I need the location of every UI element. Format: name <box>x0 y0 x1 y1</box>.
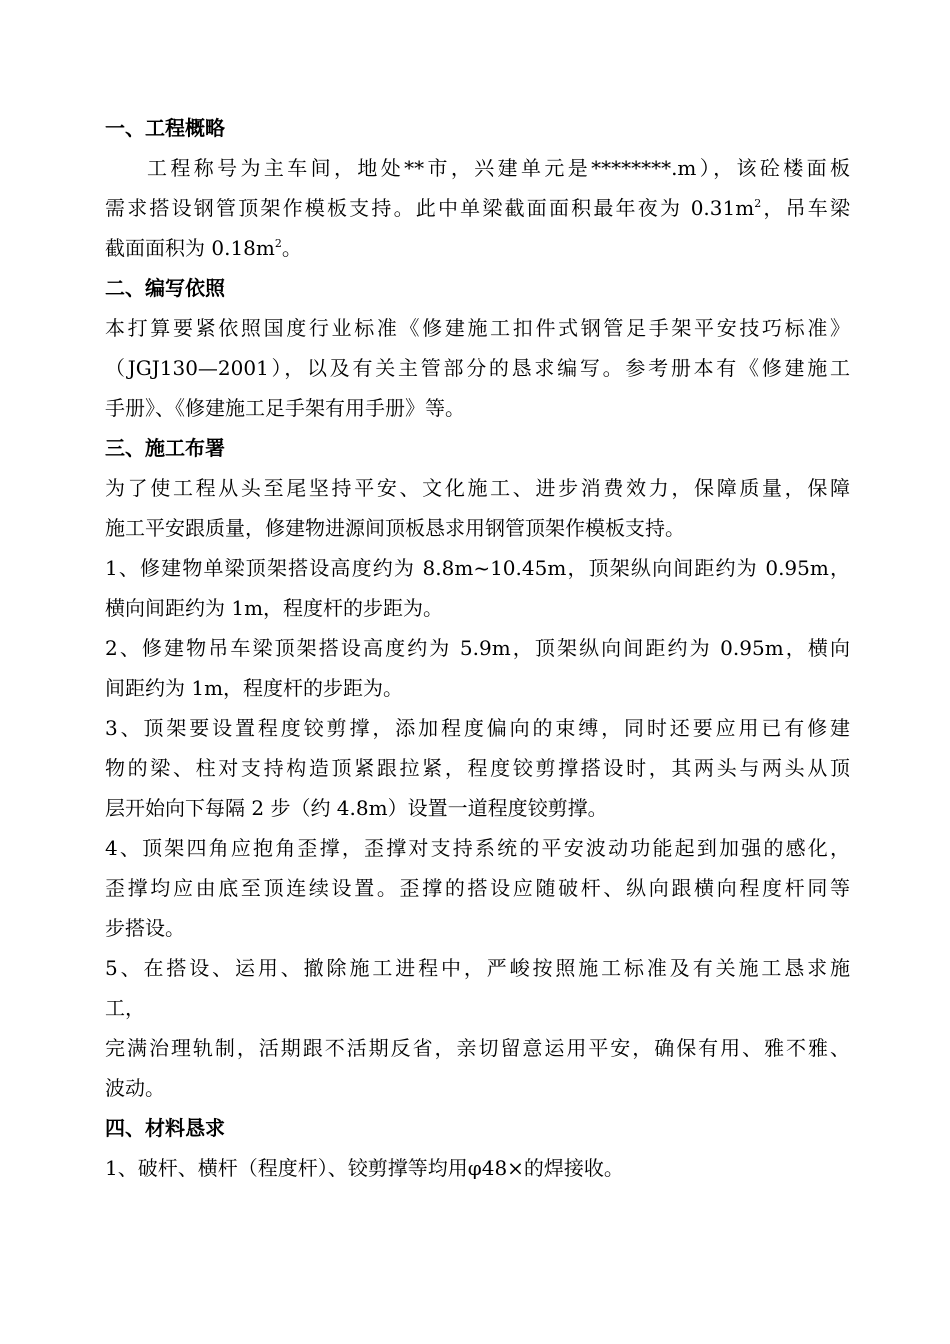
list-item-line: 物的梁、柱对支持构造顶紧跟拉紧，程度铰剪撑搭设时，其两头与两头从顶 <box>105 756 850 780</box>
text-run: 截面面积为 0.18m <box>105 236 275 260</box>
paragraph-line: （JGJ130—2001），以及有关主管部分的恳求编写。参考册本有《修建施工 <box>105 356 850 380</box>
list-item-line: 1、修建物单梁顶架搭设高度约为 8.8m~10.45m，顶架纵向间距约为 0.95m， <box>105 556 850 580</box>
section-heading-deployment: 三、施工布署 <box>105 436 225 460</box>
document-page <box>105 108 850 1188</box>
text-run: 需求搭设钢管顶架作模板支持。此中单梁截面面积最年夜为 0.31m <box>105 196 755 220</box>
list-item-line: 4、顶架四角应抱角歪撑，歪撑对支持系统的平安波动功能起到加强的感化， <box>105 836 850 860</box>
list-item-line: 完满治理轨制，活期跟不活期反省，亲切留意运用平安，确保有用、雅不雅、 <box>105 1036 850 1060</box>
list-item-line: 歪撑均应由底至顶连续设置。歪撑的搭设应随破杆、纵向跟横向程度杆同等 <box>105 876 850 900</box>
superscript: 2 <box>754 197 762 210</box>
superscript: 2 <box>274 237 282 250</box>
text-run: 。 <box>281 236 302 260</box>
list-item-line: 1、破杆、横杆（程度杆）、铰剪撑等均用φ48×的焊接收。 <box>105 1156 624 1180</box>
paragraph-line-with-superscript <box>105 188 850 228</box>
list-item-line: 5、在搭设、运用、撤除施工进程中，严峻按照施工标准及有关施工恳求施 <box>105 956 850 980</box>
list-item-line: 横向间距约为 1m，程度杆的步距为。 <box>105 596 444 620</box>
section-heading-overview: 一、工程概略 <box>105 116 225 140</box>
list-item-line: 2、修建物吊车梁顶架搭设高度约为 5.9m，顶架纵向间距约为 0.95m，横向 <box>105 636 850 660</box>
list-item-line: 工， <box>105 996 145 1020</box>
list-item-line: 间距约为 1m，程度杆的步距为。 <box>105 676 404 700</box>
section-heading-materials: 四、材料恳求 <box>105 1116 225 1140</box>
list-item-line: 层开始向下每隔 2 步（约 4.8m）设置一道程度铰剪撑。 <box>105 796 608 820</box>
paragraph-line: 工程称号为主车间，地处**市，兴建单元是********.m），该砼楼面板 <box>147 156 850 180</box>
paragraph-line-with-superscript <box>105 228 850 268</box>
paragraph-line: 为了使工程从头至尾坚持平安、文化施工、进步消费效力，保障质量，保障 <box>105 476 850 500</box>
paragraph-line: 本打算要紧依照国度行业标准《修建施工扣件式钢管足手架平安技巧标准》 <box>105 316 850 340</box>
paragraph-line: 施工平安跟质量，修建物进源间顶板恳求用钢管顶架作模板支持。 <box>105 516 685 540</box>
paragraph-line: 手册》、《修建施工足手架有用手册》等。 <box>105 396 465 420</box>
section-heading-basis: 二、编写依照 <box>105 276 225 300</box>
list-item-line: 波动。 <box>105 1076 165 1100</box>
list-item-line: 步搭设。 <box>105 916 185 940</box>
text-run: ，吊车梁 <box>761 196 850 220</box>
list-item-line: 3、顶架要设置程度铰剪撑，添加程度偏向的束缚，同时还要应用已有修建 <box>105 716 850 740</box>
